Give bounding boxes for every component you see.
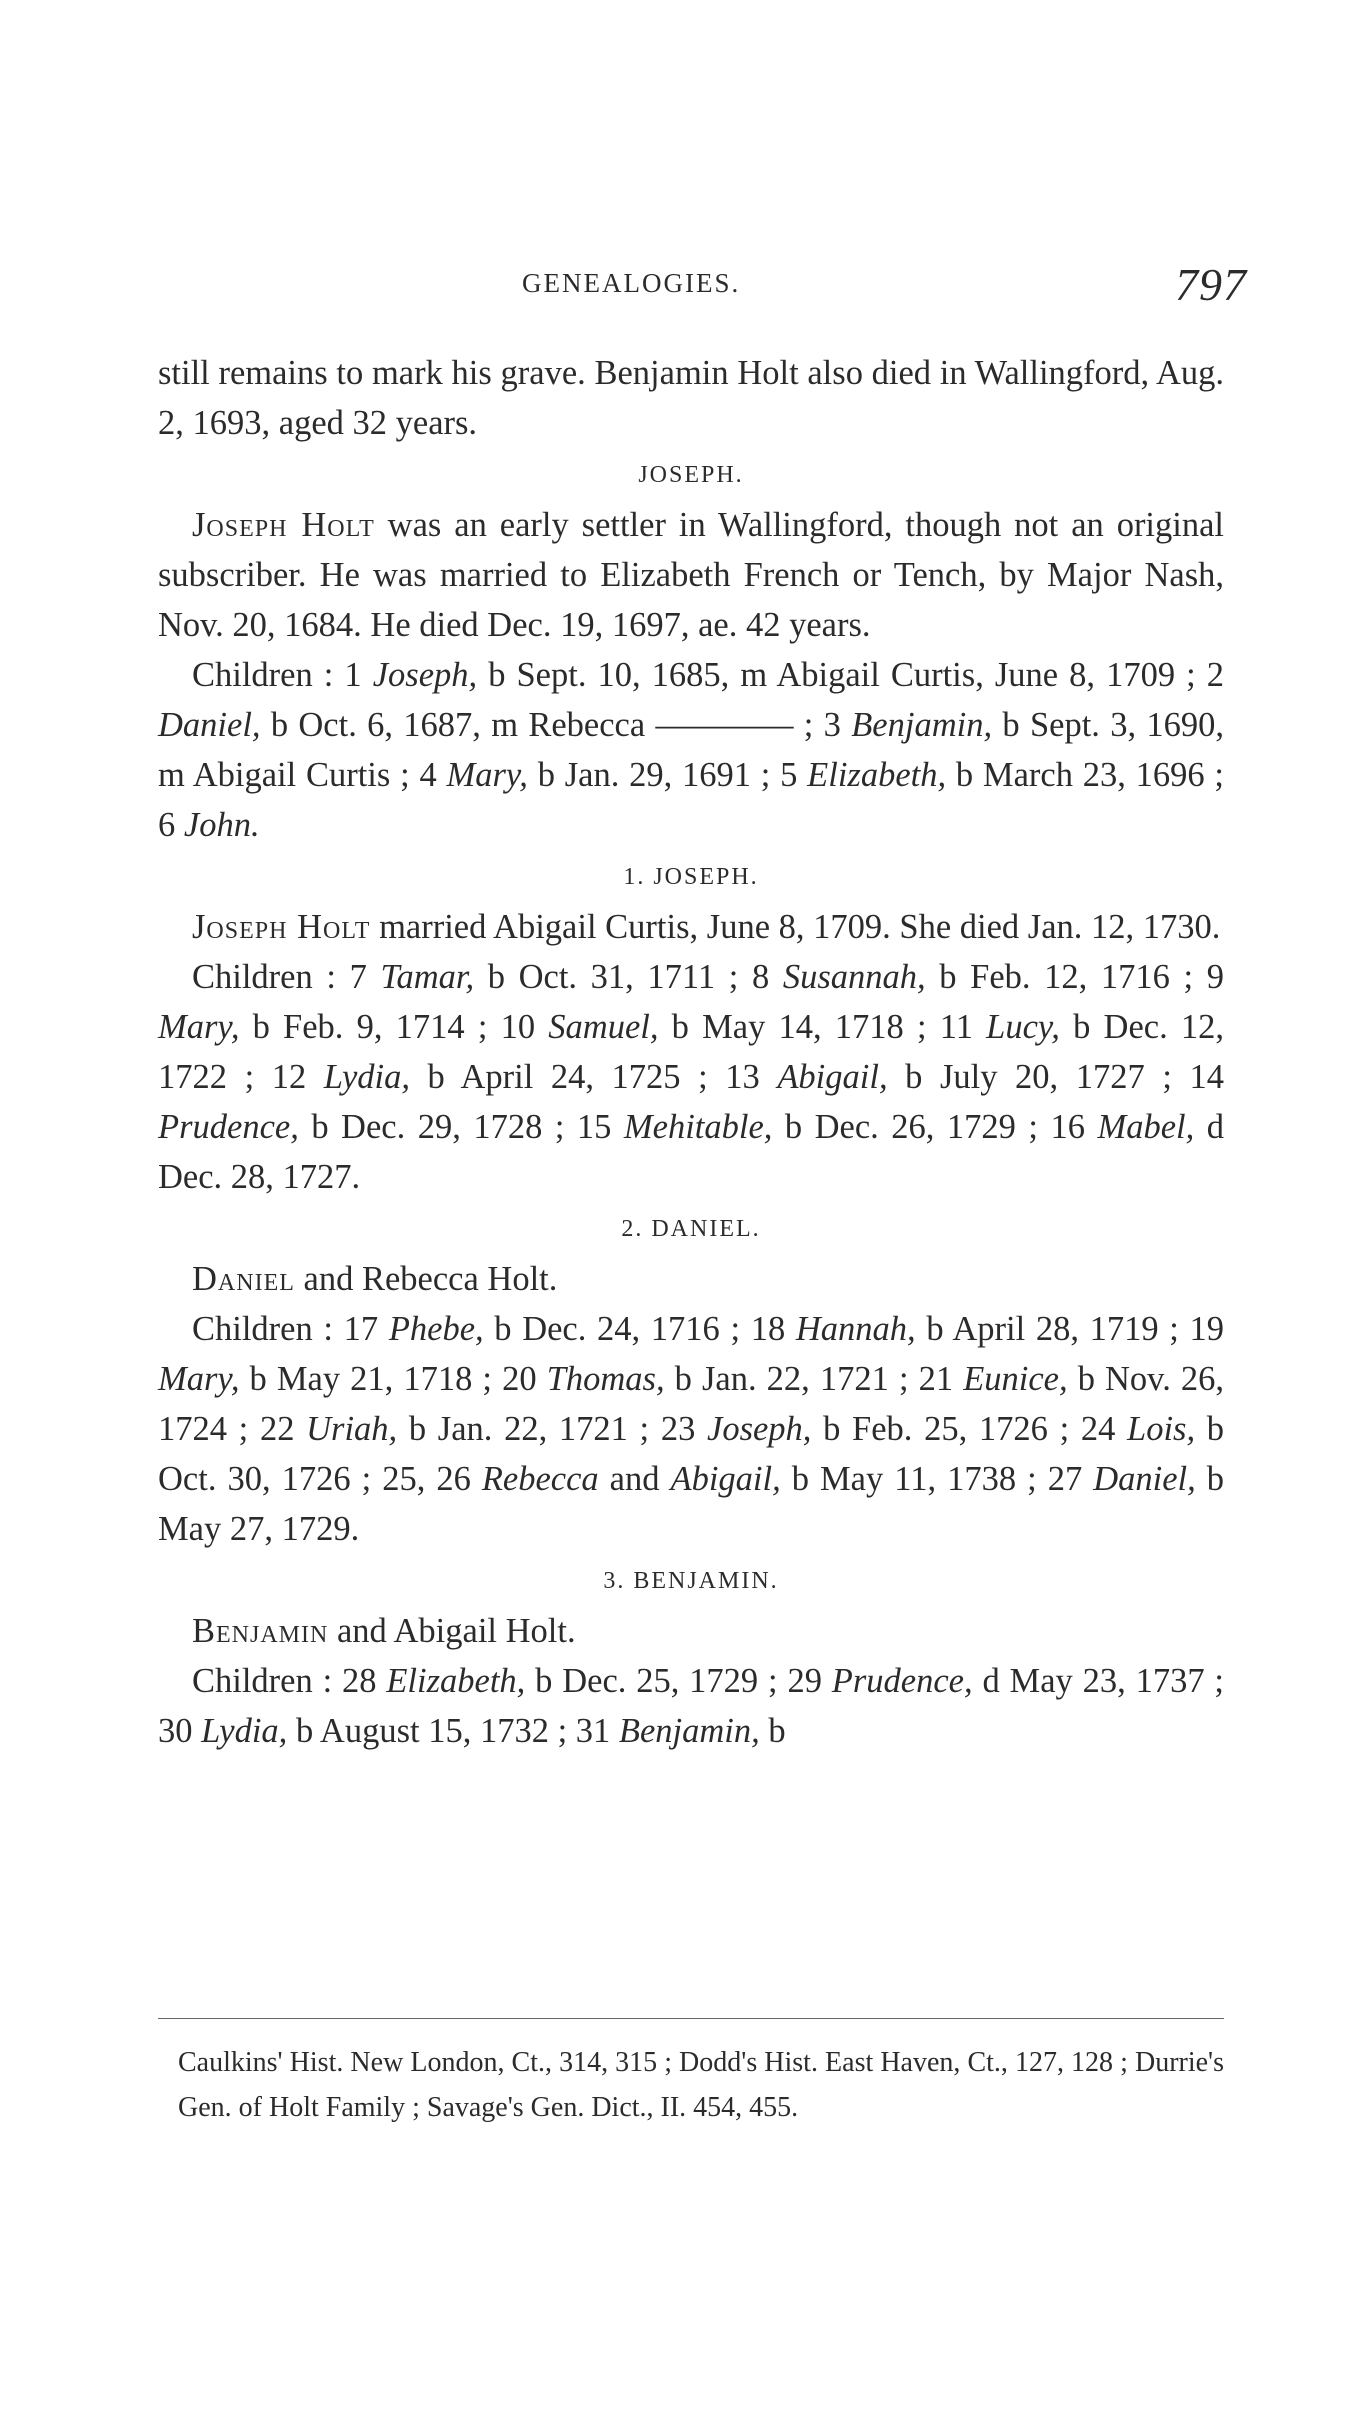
child-name: Mabel, [1097,1108,1195,1146]
child-number: 23 [649,1410,707,1448]
child-number: 16 [1038,1108,1098,1146]
child-number: 29 [777,1662,832,1700]
child-name: Benjamin, [851,706,993,744]
intro-paragraph: still remains to mark his grave. Benjamin Holt also died in Wallingford, Aug. 2, 1693, aged 32 years. [158,354,1224,442]
section-biography [158,1254,1224,1304]
section-biography [158,1606,1224,1656]
child-name: Rebecca [481,1460,599,1498]
child-details: b Dec. 12, 1722 ; [158,1008,1225,1096]
child-details: b May 27, 1729. [158,1460,1225,1548]
child-name: Daniel, [1093,1460,1196,1498]
child-details: b Jan. 22, 1721 ; [397,1410,650,1448]
child-name: Joseph, [707,1410,812,1448]
child-number: 5 [770,756,808,794]
child-details: b Feb. 12, 1716 ; [925,958,1194,996]
child-number: 1 [333,656,373,694]
child-number: 28 [332,1662,387,1700]
child-details: and [598,1460,671,1498]
section-biography [158,500,1224,650]
child-details: b [759,1712,786,1750]
children-label: Children : [192,958,336,996]
child-name: Mary, [446,756,528,794]
child-name: Daniel, [158,706,261,744]
child-number: 11 [926,1008,987,1046]
children-label: Children : [192,1310,333,1348]
child-name: Abigail, [777,1058,888,1096]
person-name: Benjamin [192,1612,329,1650]
footnote-rule [158,2018,1224,2019]
child-details: b Dec. 25, 1729 ; [525,1662,778,1700]
section-heading: 3. BENJAMIN. [603,1568,779,1594]
child-number: 18 [740,1310,796,1348]
child-name: Lydia, [201,1712,288,1750]
child-name: Mehitable, [623,1108,773,1146]
child-name: Prudence, [831,1662,973,1700]
section-heading: 2. DANIEL. [621,1216,761,1242]
child-number: 4 [409,756,447,794]
genealogy-sections [158,458,1224,1756]
child-number: 7 [335,958,381,996]
child-number: 17 [332,1310,389,1348]
person-name: Daniel [192,1260,295,1298]
children-label: Children : [192,1662,333,1700]
person-name: Joseph Holt [192,908,371,946]
child-name: Eunice, [963,1360,1068,1398]
child-name: Mary, [158,1360,240,1398]
child-number: 15 [564,1108,624,1146]
child-number: 8 [738,958,783,996]
child-number: 3 [813,706,852,744]
child-name: John. [183,806,260,844]
children-list [158,1304,1224,1554]
child-number: 30 [158,1712,202,1750]
biography-text: and Abigail Holt. [328,1612,576,1650]
child-details: b April 24, 1725 ; [409,1058,708,1096]
child-number: 22 [248,1410,307,1448]
child-number: 31 [567,1712,619,1750]
person-name: Joseph Holt [192,506,375,544]
child-name: Lois, [1127,1410,1196,1448]
child-details: b August 15, 1732 ; [287,1712,568,1750]
child-details: b Sept. 3, 1690, m Abigail Curtis ; [158,706,1225,794]
biography-text: married Abigail Curtis, June 8, 1709. She died Jan. 12, 1730. [370,908,1221,946]
child-number: 10 [487,1008,549,1046]
children-label: Children : [192,656,334,694]
child-number: 25, 26 [371,1460,482,1498]
child-details: d Dec. 28, 1727. [158,1108,1224,1196]
child-details: b Oct. 31, 1711 ; [474,958,739,996]
child-details: d May 23, 1737 ; [972,1662,1225,1700]
child-number: 12 [254,1058,324,1096]
child-name: Joseph, [372,656,478,694]
child-number: 2 [1195,656,1225,694]
page-number: 797 [1175,259,1247,310]
child-name: Elizabeth, [386,1662,526,1700]
child-name: Benjamin, [618,1712,760,1750]
child-name: Tamar, [380,958,475,996]
child-details: b May 14, 1718 ; [658,1008,927,1046]
child-name: Uriah, [306,1410,398,1448]
child-details: b Feb. 25, 1726 ; [811,1410,1070,1448]
biography-text: and Rebecca Holt. [294,1260,558,1298]
children-list [158,952,1224,1202]
child-details: b Feb. 9, 1714 ; [239,1008,488,1046]
child-number: 20 [492,1360,547,1398]
child-details: b Oct. 30, 1726 ; [158,1410,1225,1498]
child-name: Susannah, [782,958,926,996]
children-list [158,650,1224,850]
child-name: Phebe, [388,1310,484,1348]
section-biography [158,902,1224,952]
section-heading: JOSEPH. [638,462,744,488]
child-name: Abigail, [670,1460,781,1498]
page-body [158,348,1224,1756]
child-details: b Jan. 29, 1691 ; [527,756,771,794]
child-name: Hannah, [795,1310,916,1348]
child-name: Mary, [158,1008,240,1046]
child-name: Lucy, [986,1008,1060,1046]
child-details: b Oct. 6, 1687, m Rebecca ———— ; [260,706,814,744]
child-name: Prudence, [158,1108,299,1146]
biography-text: was an early settler in Wallingford, though not an original subscriber. He was married to Elizabeth French or Tench, by Major Nash, Nov. 20, 1684. He died Dec. 19, 1697, ae. 42 years. [158,506,1225,644]
child-details: b May 11, 1738 ; [780,1460,1037,1498]
child-name: Thomas, [546,1360,665,1398]
child-number: 13 [707,1058,778,1096]
child-number: 19 [1178,1310,1225,1348]
child-name: Lydia, [323,1058,410,1096]
child-details: b Jan. 22, 1721 ; [664,1360,909,1398]
child-details: b Dec. 29, 1728 ; [298,1108,565,1146]
child-number: 14 [1171,1058,1224,1096]
page-header [0,258,1355,328]
child-number: 27 [1036,1460,1094,1498]
child-name: Elizabeth, [807,756,947,794]
child-details: b March 23, 1696 ; [946,756,1224,794]
section-heading: 1. JOSEPH. [623,864,759,890]
child-details: b Dec. 26, 1729 ; [772,1108,1038,1146]
child-details: b Nov. 26, 1724 ; [158,1360,1225,1448]
child-number: 21 [908,1360,964,1398]
child-details: b Dec. 24, 1716 ; [483,1310,741,1348]
child-name: Samuel, [548,1008,659,1046]
child-details: b Sept. 10, 1685, m Abigail Curtis, June 8, 1709 ; [477,656,1196,694]
child-number: 6 [158,806,184,844]
child-details: b May 21, 1718 ; [239,1360,493,1398]
footnote: Caulkins' Hist. New London, Ct., 314, 315 ; Dodd's Hist. East Haven, Ct., 127, 128 ; Durrie's Gen. of Holt Family ; Savage's Gen. Dict., II. 454, 455. [178,2047,1224,2123]
child-details: b April 28, 1719 ; [915,1310,1179,1348]
running-title: GENEALOGIES. [522,268,741,298]
children-list [158,1656,1224,1756]
child-number: 9 [1193,958,1224,996]
child-details: b July 20, 1727 ; [887,1058,1172,1096]
child-number: 24 [1069,1410,1128,1448]
